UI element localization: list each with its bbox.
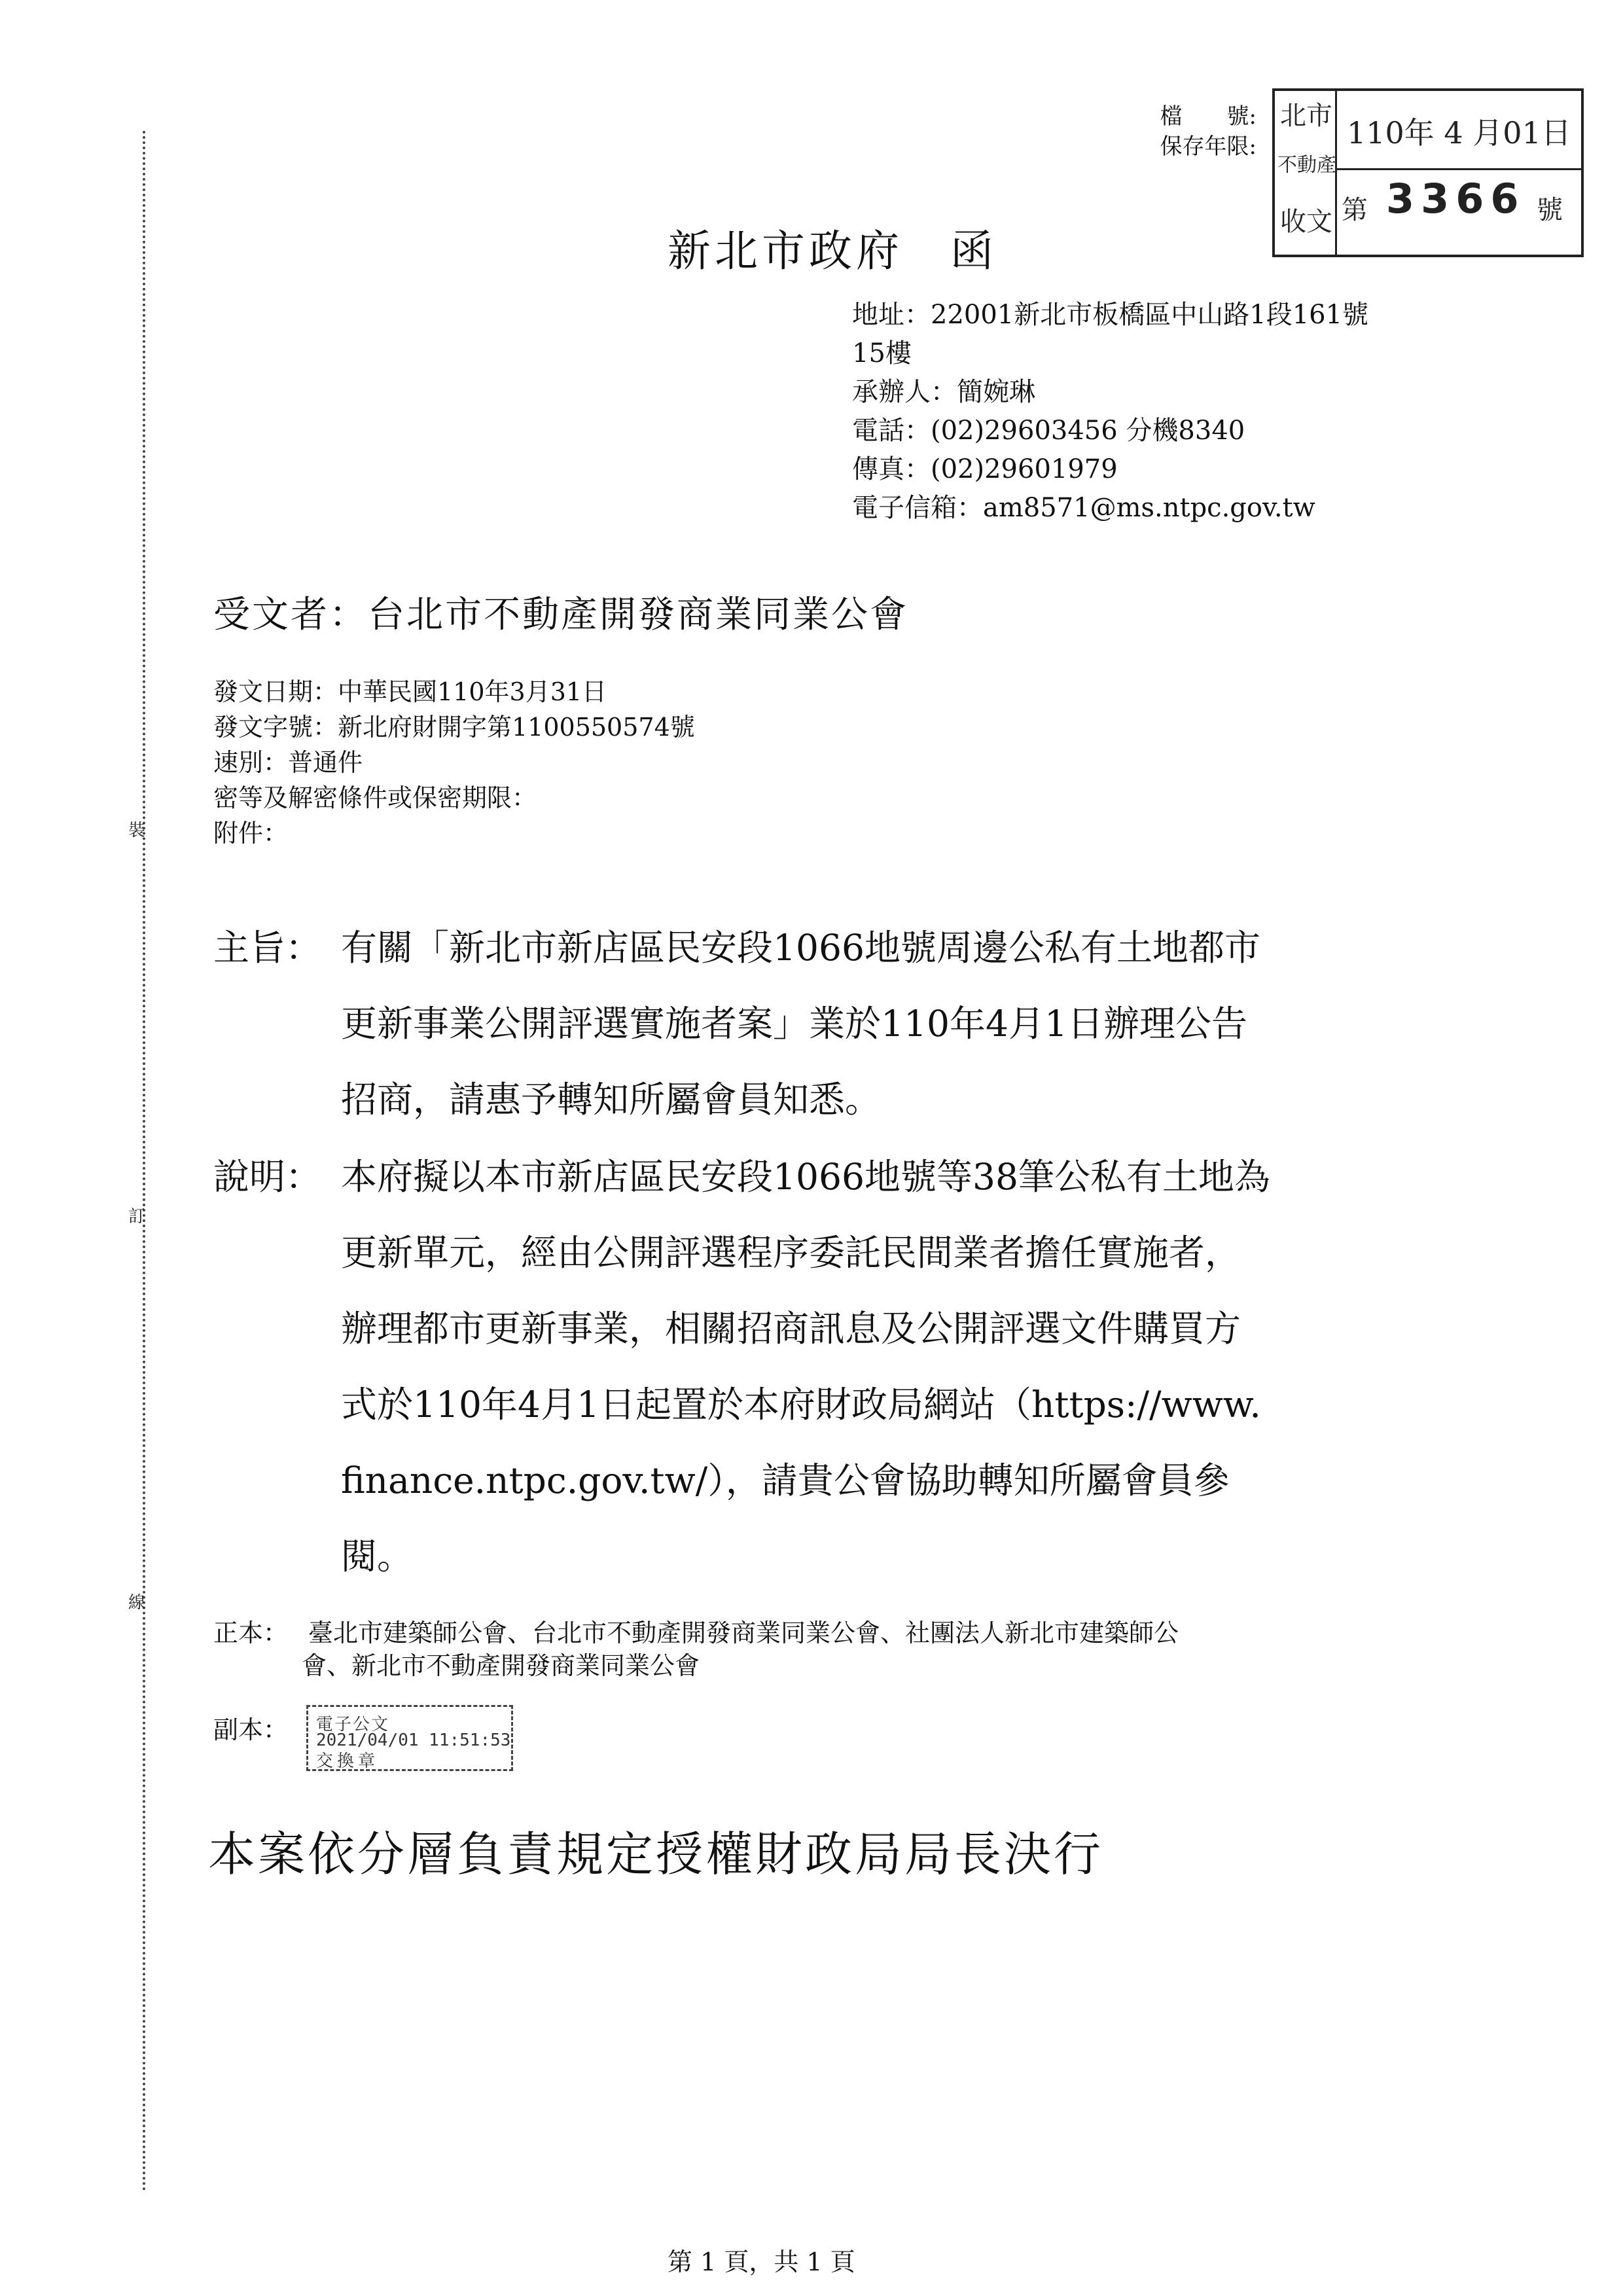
handler: 承辦人：簡婉琳 (852, 377, 1035, 407)
attachment: 附件： (213, 819, 289, 848)
explanation-section (213, 1139, 1522, 1597)
email: 電子信箱：am8571@ms.ntpc.gov.tw (852, 493, 1315, 523)
stamp-divider (1335, 168, 1581, 170)
explanation-line: 更新單元，經由公開評選程序委託民間業者擔任實施者， (341, 1232, 1241, 1274)
address-line2: 15樓 (852, 338, 912, 368)
file-number-label: 檔 號: (1160, 103, 1257, 130)
speed: 速別：普通件 (213, 748, 363, 777)
stamp-org-line1: 北市 (1280, 101, 1332, 131)
original-recipients-line: 會、新北市不動產開發商業同業公會 (302, 1651, 700, 1680)
document-metadata (213, 674, 695, 851)
subject-line: 招商，請惠予轉知所屬會員知悉。 (341, 1079, 882, 1121)
explanation-line: 式於110年4月1日起置於本府財政局網站（https://www. (341, 1384, 1261, 1426)
issue-number: 發文字號：新北府財開字第1100550574號 (213, 713, 695, 742)
fax: 傳真：(02)29601979 (852, 454, 1118, 484)
file-info (1160, 101, 1257, 162)
original-recipients-line: 臺北市建築師公會、台北市不動產開發商業同業公會、社團法人新北市建築師公 (308, 1619, 1179, 1647)
binding-char: 訂 (128, 1207, 146, 1227)
contact-block (852, 296, 1368, 528)
authorization-statement: 本案依分層負責規定授權財政局局長決行 (208, 1827, 1104, 1882)
binding-char: 裝 (128, 821, 146, 840)
subject-line: 更新事業公開評選實施者案」業於110年4月1日辦理公告 (341, 1003, 1247, 1045)
stamp-number-suffix: 號 (1537, 195, 1563, 225)
e-exchange-line1: 電子公文 (316, 1715, 390, 1734)
stamp-number: 3366 (1386, 175, 1525, 223)
document-title: 新北市政府 函 (668, 226, 997, 276)
binding-char: 線 (128, 1593, 146, 1613)
e-exchange-timestamp: 2021/04/01 11:51:53 (316, 1731, 511, 1750)
binding-margin-line (143, 131, 145, 2193)
explanation-label: 說明： (213, 1156, 322, 1198)
subject-section (213, 910, 1522, 1145)
retention-label: 保存年限: (1160, 134, 1257, 160)
subject-label: 主旨： (213, 927, 322, 969)
stamp-date: 110年 4 月01日 (1347, 115, 1571, 151)
original-recipients-label: 正本： (213, 1619, 289, 1647)
recipient: 受文者：台北市不動產開發商業同業公會 (213, 594, 908, 636)
stamp-number-prefix: 第 (1342, 195, 1368, 225)
e-exchange-stamp (306, 1705, 513, 1771)
explanation-line: 辦理都市更新事業，相關招商訊息及公開評選文件購買方 (341, 1308, 1241, 1350)
e-exchange-line3: 交換章 (316, 1751, 380, 1771)
receipt-stamp (1272, 88, 1584, 257)
stamp-org-line2: 不動產 (1277, 154, 1336, 177)
explanation-line: 閱。 (341, 1535, 414, 1577)
address-line1: 地址：22001新北市板橋區中山路1段161號 (852, 300, 1369, 330)
page-number: 第 1 頁，共 1 頁 (668, 2248, 855, 2276)
explanation-line: 本府擬以本市新店區民安段1066地號等38筆公私有土地為 (341, 1156, 1270, 1198)
subject-line: 有關「新北市新店區民安段1066地號周邊公私有土地都市 (341, 927, 1260, 969)
issue-date: 發文日期：中華民國110年3月31日 (213, 677, 607, 706)
security-level: 密等及解密條件或保密期限： (213, 783, 537, 812)
stamp-org-line3: 收文 (1280, 207, 1332, 237)
explanation-line: finance.ntpc.gov.tw/），請貴公會協助轉知所屬會員參 (341, 1460, 1230, 1501)
phone: 電話：(02)29603456 分機8340 (852, 416, 1245, 446)
copy-recipients-label: 副本： (213, 1715, 289, 1744)
